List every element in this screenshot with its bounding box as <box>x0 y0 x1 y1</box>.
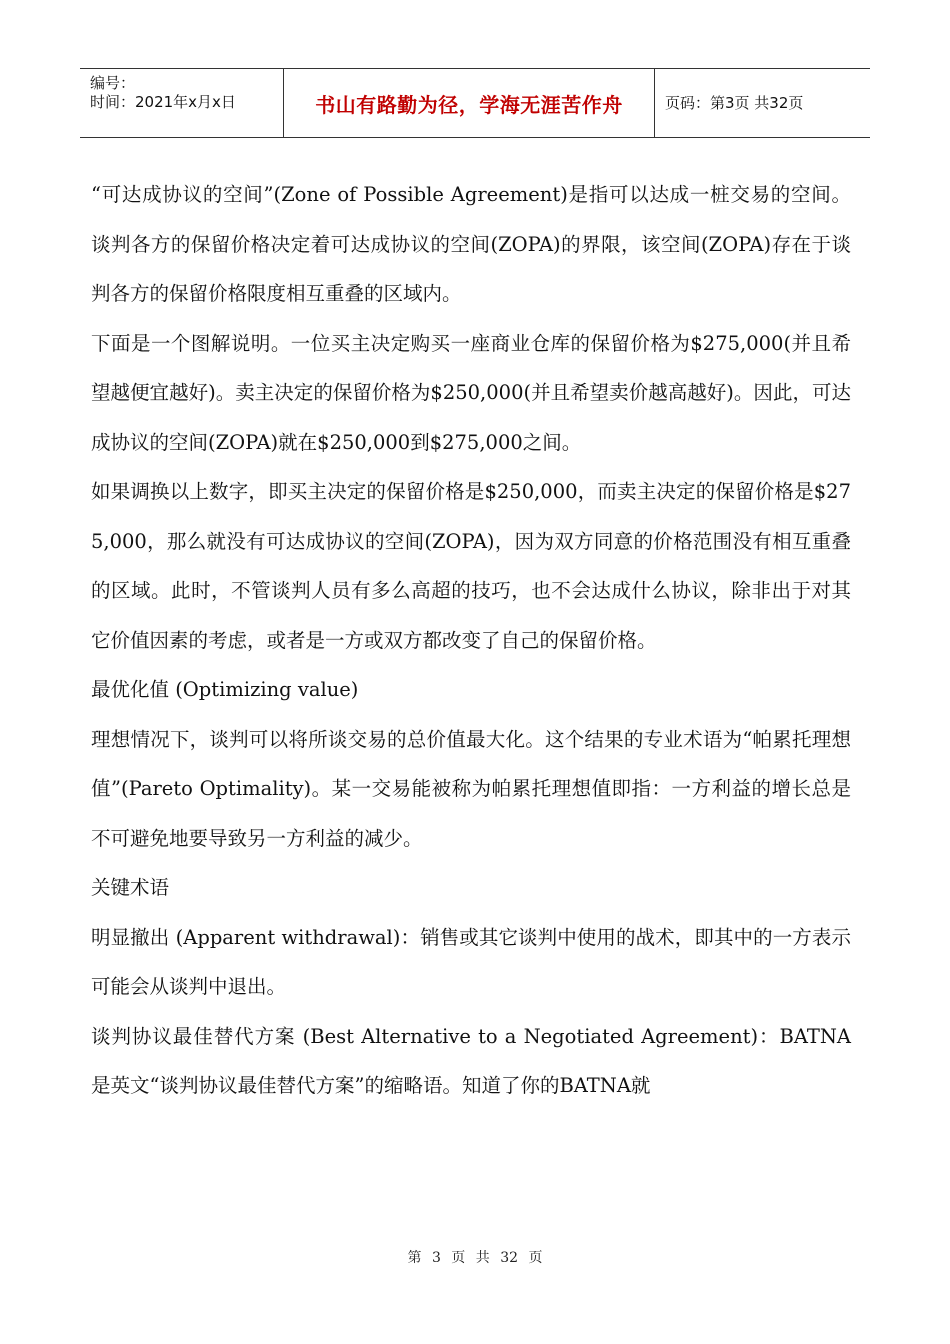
paragraph-zopa-definition: “可达成协议的空间”(Zone of Possible Agreement)是指可以达成一桩交易的空间。谈判各方的保留价格决定着可达成协议的空间(ZOPA)的界限，该空间(ZOPA)存在于谈判各方的保留价格限度相互重叠的区域内。 <box>91 183 851 305</box>
heading-optimizing-value: 最优化值 (Optimizing value) <box>91 678 359 701</box>
paragraph-batna: 谈判协议最佳替代方案 (Best Alternative to a Negotiated Agreement)：BATNA是英文“谈判协议最佳替代方案”的缩略语。知道了你的BATNA就 <box>91 1024 851 1097</box>
header-right-cell <box>655 69 880 137</box>
page-footer: 第 3 页 共 32 页 <box>407 1250 543 1266</box>
paragraph-pareto: 理想情况下，谈判可以将所谈交易的总价值最大化。这个结果的专业术语为“帕累托理想值”(Pareto Optimality)。某一交易能被称为帕累托理想值即指：一方利益的增长总是不可避免地要导致另一方利益的减少。 <box>91 727 851 850</box>
header-motto: 书山有路勤为径，学海无涯苦作舟 <box>315 92 623 117</box>
document-number-label: 编号： <box>90 74 136 92</box>
document-date: 时间：2021年x月x日 <box>90 93 236 111</box>
header-table <box>80 68 870 138</box>
paragraph-apparent-withdrawal: 明显撤出 (Apparent withdrawal)：销售或其它谈判中使用的战术，即其中的一方表示可能会从谈判中退出。 <box>91 925 851 998</box>
paragraph-reverse-example: 如果调换以上数字，即买主决定的保留价格是$250,000，而卖主决定的保留价格是$275,000，那么就没有可达成协议的空间(ZOPA)，因为双方同意的价格范围没有相互重叠的区域。此时，不管谈判人员有多么高超的技巧，也不会达成什么协议，除非出于对其它价值因素的考虑，或者是一方或双方都改变了自己的保留价格。 <box>91 480 851 652</box>
paragraph-example: 下面是一个图解说明。一位买主决定购买一座商业仓库的保留价格为$275,000(并且希望越便宜越好)。卖主决定的保留价格为$250,000(并且希望卖价越高越好)。因此，可达成协议的空间(ZOPA)就在$250,000到$275,000之间。 <box>91 331 851 454</box>
header-center-cell <box>284 69 655 137</box>
page-info: 页码：第3页 共32页 <box>665 94 804 112</box>
document-body <box>91 170 851 1111</box>
heading-key-terms: 关键术语 <box>91 876 170 899</box>
header-left-cell <box>80 69 284 137</box>
